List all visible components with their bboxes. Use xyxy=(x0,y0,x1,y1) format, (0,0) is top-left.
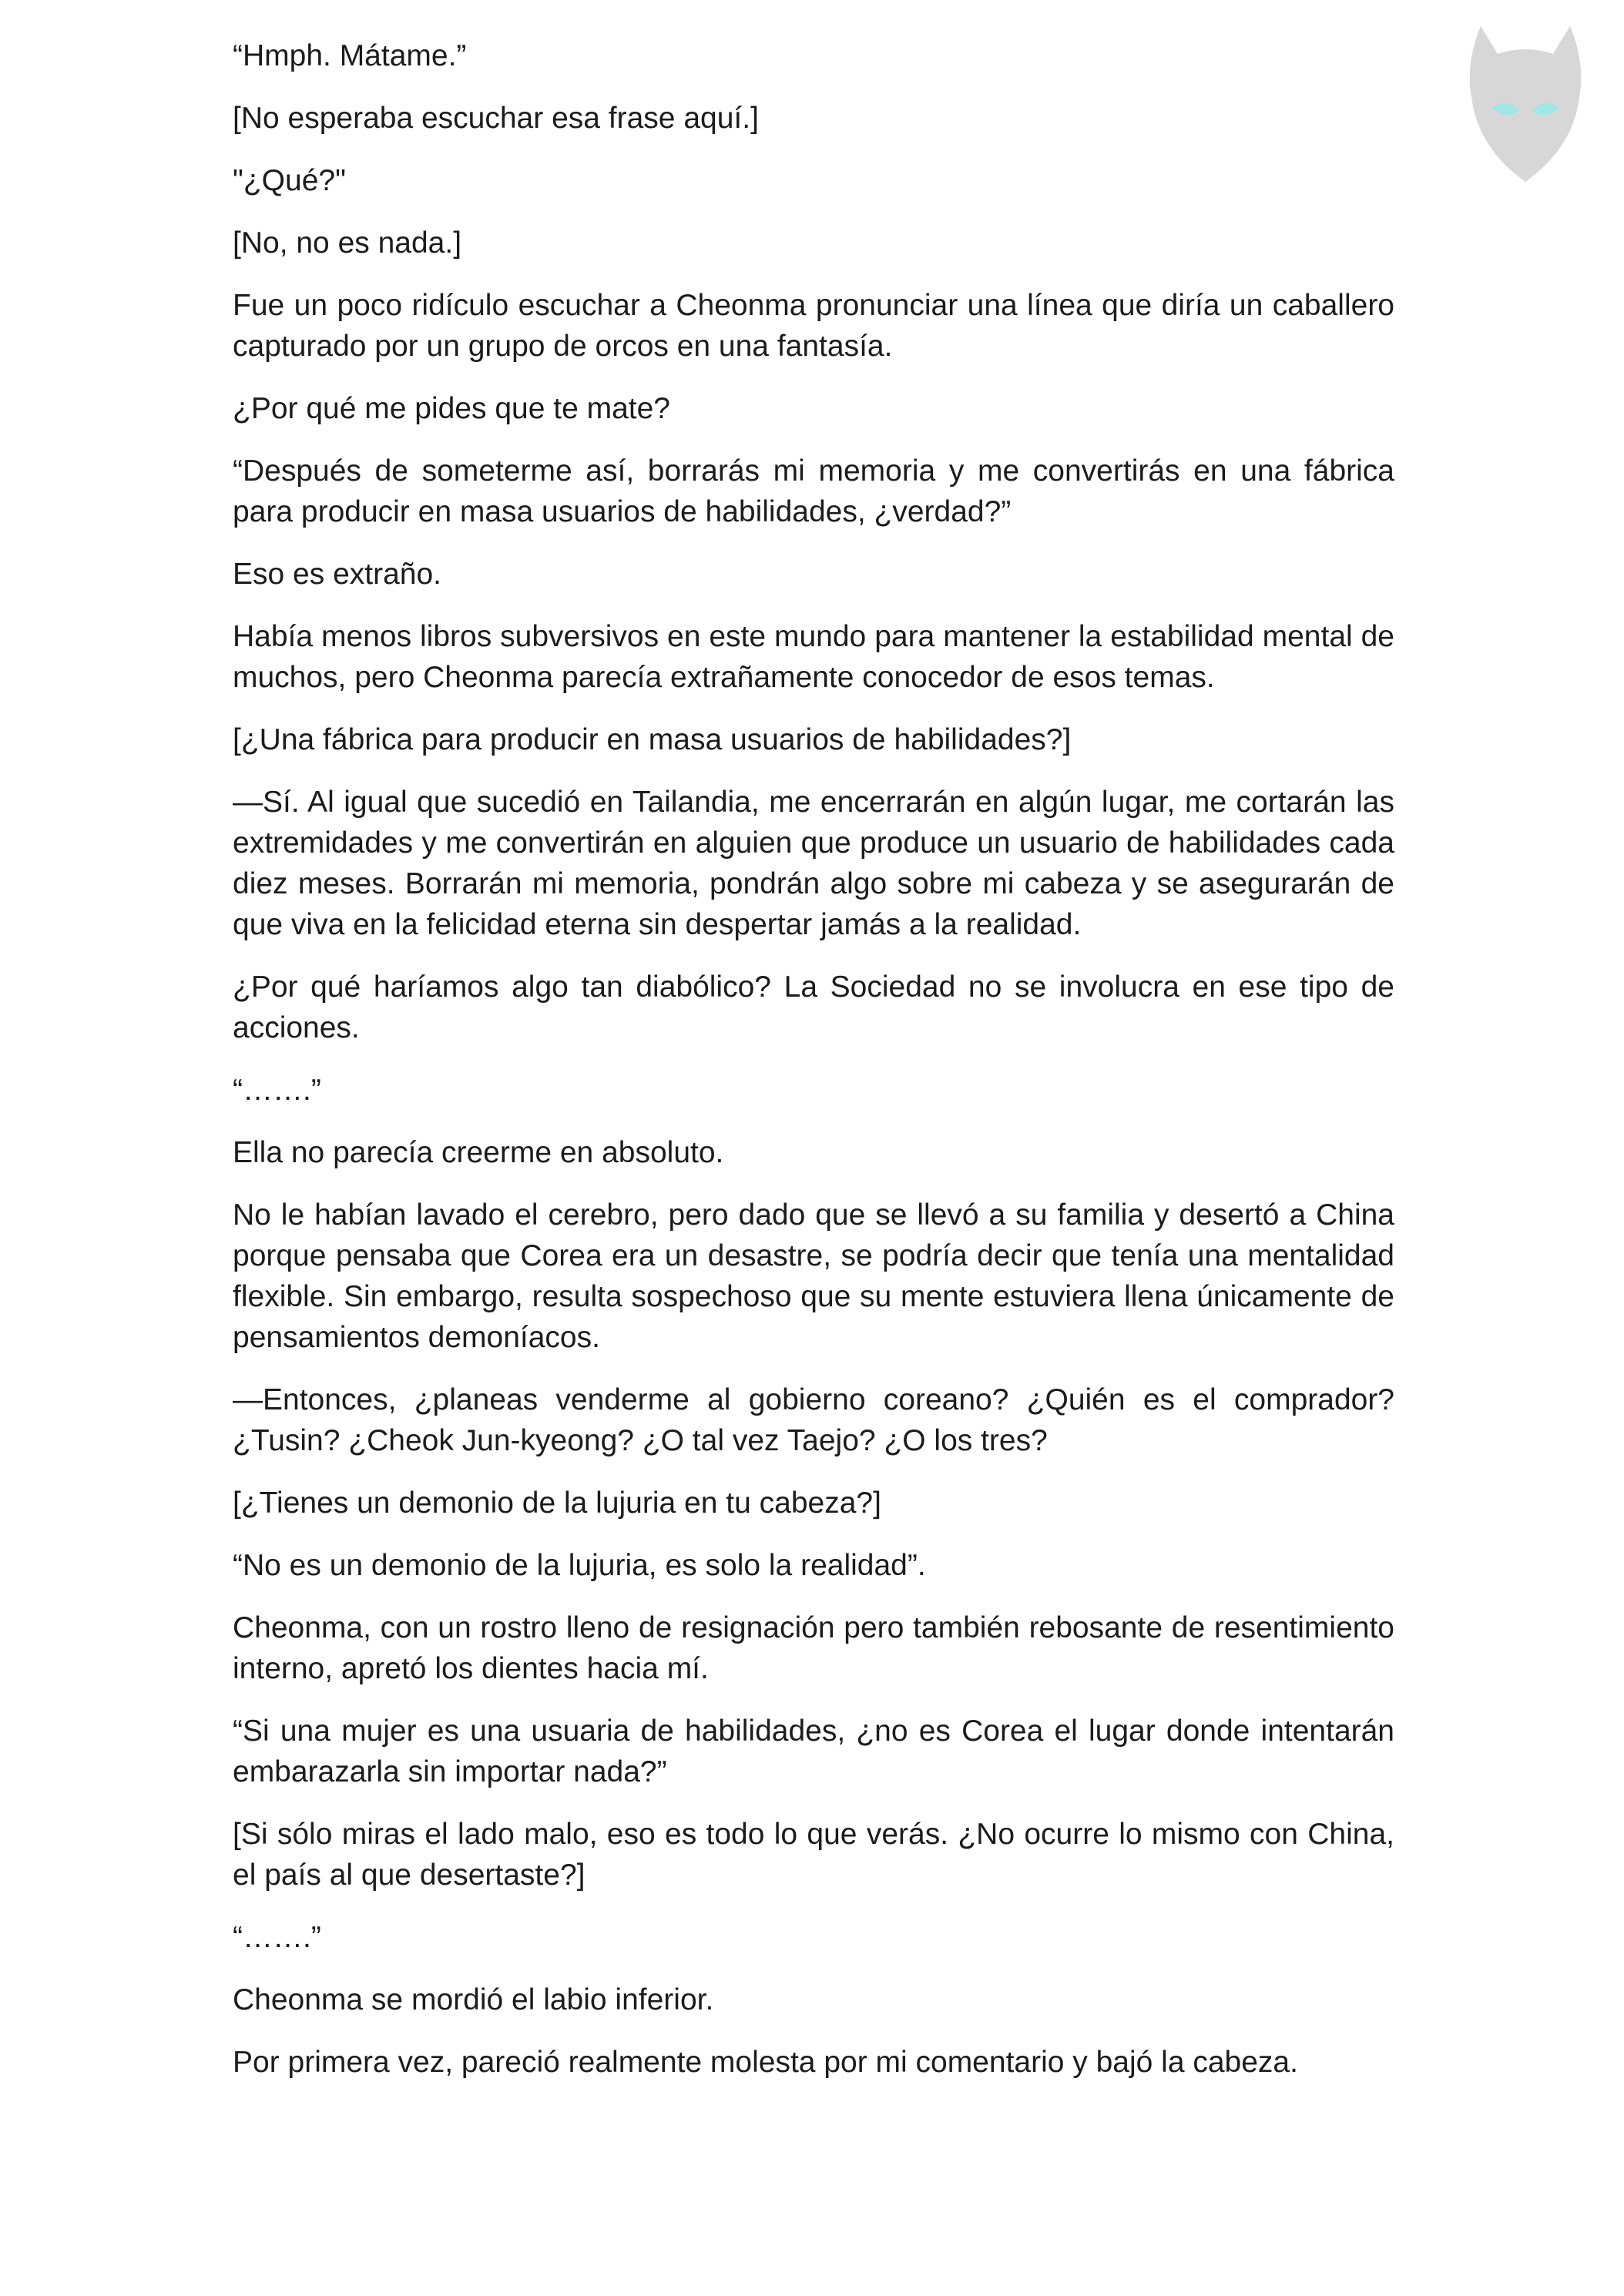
paragraph: [¿Tienes un demonio de la lujuria en tu cabeza?] xyxy=(233,1487,881,1520)
paragraph: Cheonma se mordió el labio inferior. xyxy=(233,1983,714,2016)
paragraph: “Hmph. Mátame.” xyxy=(233,39,467,72)
paragraph: No le habían lavado el cerebro, pero dado que se llevó a su familia y desertó a China porque pensaba que Corea era un desastre, se podría decir que tenía una mentalidad flexible. Sin embargo, resulta sospechoso que su mente estuviera llena únicamente de pensamientos demoníacos. xyxy=(233,1198,1394,1354)
paragraph: Ella no parecía creerme en absoluto. xyxy=(233,1136,724,1169)
document-body xyxy=(233,35,1394,2104)
paragraph: Fue un poco ridículo escuchar a Cheonma pronunciar una línea que diría un caballero capturado por un grupo de orcos en una fantasía. xyxy=(233,289,1394,363)
paragraph: "¿Qué?" xyxy=(233,164,346,197)
paragraph: [Si sólo miras el lado malo, eso es todo lo que verás. ¿No ocurre lo mismo con China, el país al que desertaste?] xyxy=(233,1818,1394,1892)
paragraph: ¿Por qué me pides que te mate? xyxy=(233,392,670,425)
paragraph: “…….” xyxy=(233,1074,321,1107)
logo-head-shape xyxy=(1470,26,1582,182)
paragraph: —Entonces, ¿planeas venderme al gobierno coreano? ¿Quién es el comprador? ¿Tusin? ¿Cheok Jun-kyeong? ¿O tal vez Taejo? ¿O los tres? xyxy=(233,1383,1394,1457)
paragraph: “No es un demonio de la lujuria, es solo la realidad”. xyxy=(233,1549,926,1582)
paragraph: “…….” xyxy=(233,1921,321,1954)
demon-head-icon xyxy=(1450,17,1601,190)
paragraph: [No esperaba escuchar esa frase aquí.] xyxy=(233,102,759,135)
paragraph: —Sí. Al igual que sucedió en Tailandia, me encerrarán en algún lugar, me cortarán las extremidades y me convertirán en alguien que produce un usuario de habilidades cada diez meses. Borrarán mi memoria, pondrán algo sobre mi cabeza y se asegurarán de que viva en la felicidad eterna sin despertar jamás a la realidad. xyxy=(233,786,1394,941)
paragraph: Había menos libros subversivos en este mundo para mantener la estabilidad mental de muchos, pero Cheonma parecía extrañamente conocedor de esos temas. xyxy=(233,620,1394,694)
paragraph: Eso es extraño. xyxy=(233,558,441,591)
paragraph: [No, no es nada.] xyxy=(233,226,462,260)
demon-head-logo-icon xyxy=(1450,17,1601,190)
paragraph: “Después de someterme así, borrarás mi memoria y me convertirás en una fábrica para producir en masa usuarios de habilidades, ¿verdad?” xyxy=(233,454,1394,528)
paragraph: [¿Una fábrica para producir en masa usuarios de habilidades?] xyxy=(233,723,1072,756)
paragraph: Por primera vez, pareció realmente molesta por mi comentario y bajó la cabeza. xyxy=(233,2046,1298,2079)
paragraph: ¿Por qué haríamos algo tan diabólico? La Sociedad no se involucra en ese tipo de acciones. xyxy=(233,970,1394,1044)
paragraph: “Si una mujer es una usuaria de habilidades, ¿no es Corea el lugar donde intentarán embarazarla sin importar nada?” xyxy=(233,1714,1394,1788)
paragraph: Cheonma, con un rostro lleno de resignación pero también rebosante de resentimiento interno, apretó los dientes hacia mí. xyxy=(233,1611,1394,1685)
